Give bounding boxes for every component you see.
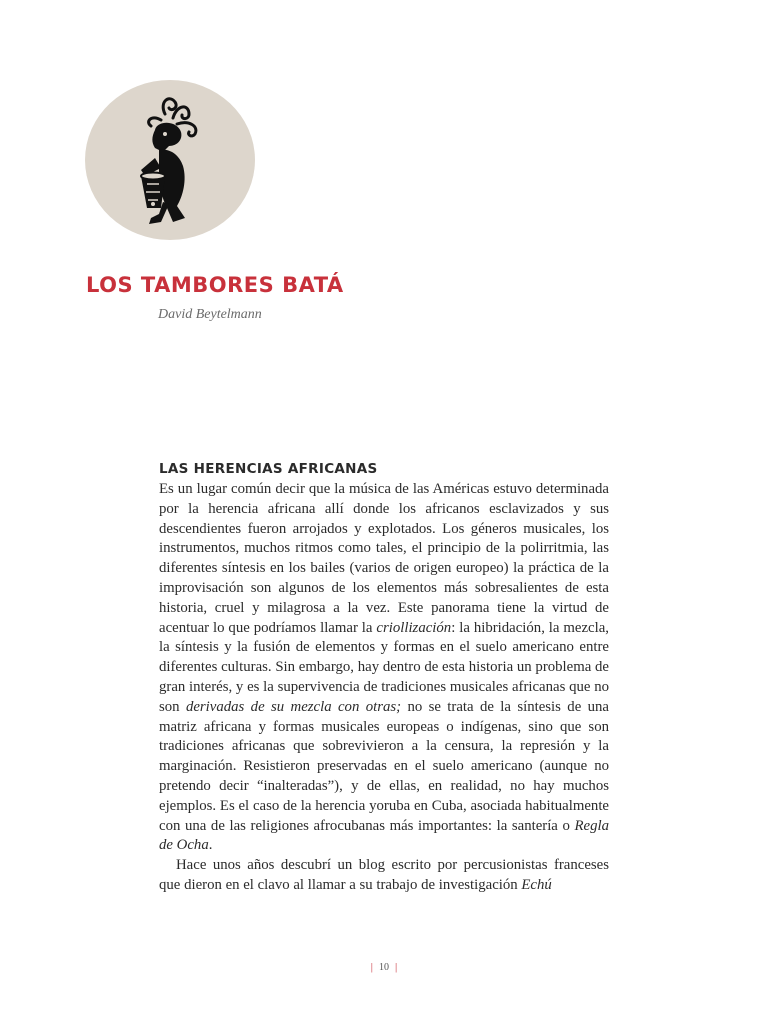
text-run: Hace unos años descubrí un blog escrito por percusionistas franceses que dieron en el clavo al llamar a su trabajo de investigación — [159, 857, 609, 893]
article-title: LOS TAMBORES BATÁ — [86, 273, 344, 297]
italic-term: Regla de Ocha — [159, 817, 609, 854]
page-number-bar-right: | — [395, 961, 398, 973]
text-run: Es un lugar común decir que la música de las Américas estuvo determinada por la herencia africana allí donde los africanos esclavizados y sus descendientes fueron arrojados y explotados. Los géneros musicales, los instrumentos, muchos ritmos como tales, el principio de la polirritmia, las diferentes síntesis en los bailes (varios de origen europeo) la práctica de la improvisación son algunos de los elementos más sobresalientes de esta historia, cruel y milagrosa a la vez. Este panorama tiene la virtud de acentuar lo que podríamos llamar la — [159, 481, 609, 636]
paragraph-2 — [159, 856, 609, 896]
page-number-value: 10 — [379, 962, 389, 973]
article-author: David Beytelmann — [158, 307, 262, 322]
drummer-figure-icon — [85, 80, 255, 240]
drummer-emblem — [85, 80, 255, 240]
italic-term: Echú — [521, 876, 552, 893]
text-run: . — [208, 837, 213, 854]
section-heading: LAS HERENCIAS AFRICANAS — [159, 461, 378, 477]
text-run: : la hibridación, la mezcla, la síntesis y la fusión de elementos y formas en el suelo americano entre diferentes culturas. Sin embargo, hay dentro de esta historia un problema de gran interés, y es la supervivencia de tradiciones musicales africanas que no son — [159, 619, 609, 715]
page-number-bar-left: | — [370, 961, 373, 973]
italic-term: derivadas de su mezcla con otras; — [185, 698, 402, 715]
italic-term: criollización — [376, 619, 452, 636]
article-body — [159, 461, 609, 896]
paragraph-1 — [159, 480, 609, 856]
text-run: no se trata de la síntesis de una matriz africana y formas musicales europeas o indígenas, sino que son tradiciones africanas que sobrevivieron a la censura, la represión y la marginación. Resistieron preservadas en el suelo americano (aunque no pretendo decir “inalteradas”), y de ellas, en realidad, no hay muchos ejemplos. Es el caso de la herencia yoruba en Cuba, asociada habitualmente con una de las religiones afrocubanas más importantes: la santería o — [159, 698, 609, 834]
page-number — [0, 961, 768, 973]
